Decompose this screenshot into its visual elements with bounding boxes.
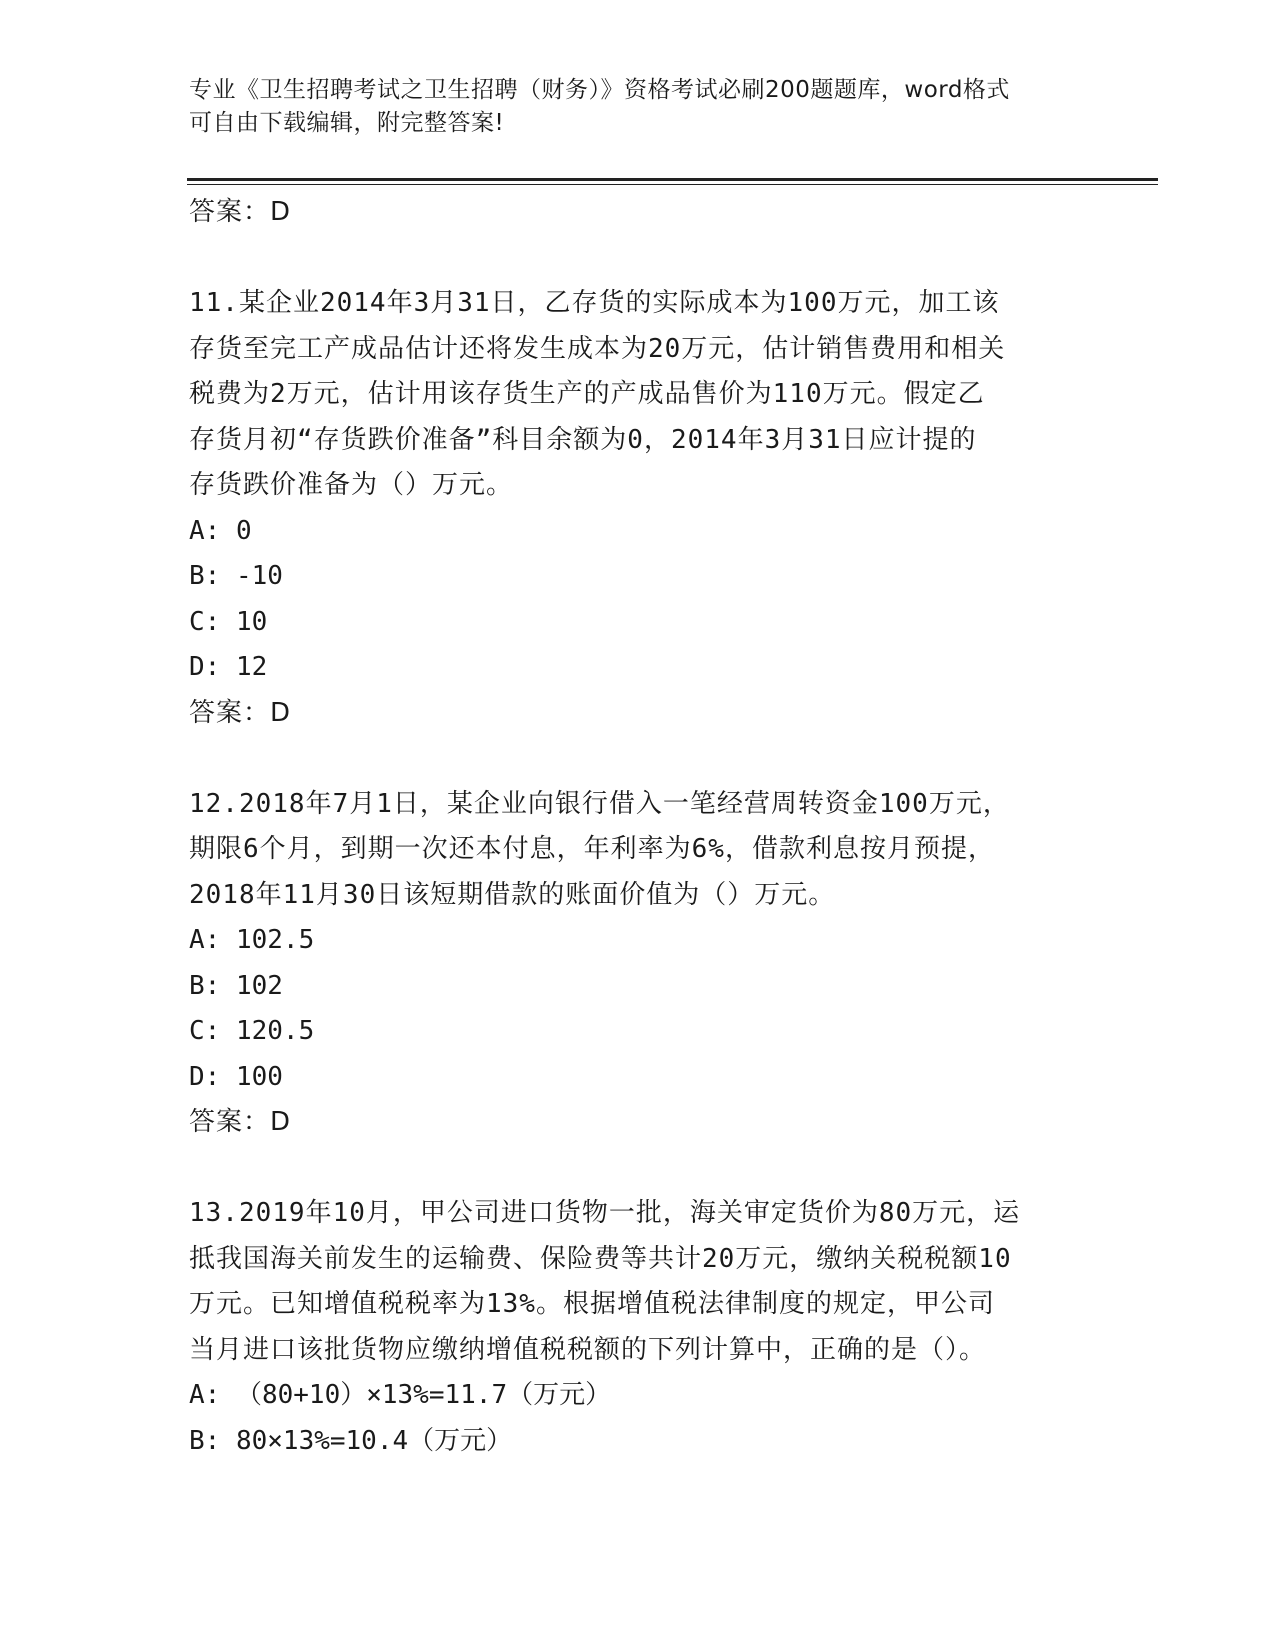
option-a: A: 0 <box>189 515 252 546</box>
question-11 <box>189 281 1089 736</box>
option-b: B: 102 <box>189 970 283 1001</box>
question-content <box>189 190 1089 1464</box>
question-text-line: 税费为2万元，估计用该存货生产的产成品售价为110万元。假定乙 <box>189 379 985 409</box>
option-d: D: 100 <box>189 1061 283 1092</box>
header-rule-thin <box>187 184 1158 185</box>
question-13 <box>189 1191 1089 1464</box>
option-c: C: 120.5 <box>189 1016 315 1046</box>
option-c: C: 10 <box>189 606 268 637</box>
option-b: B: -10 <box>189 561 283 591</box>
answer-line: 答案：D <box>189 1107 292 1137</box>
question-12 <box>189 782 1089 1146</box>
option-d: D: 12 <box>189 652 268 682</box>
spacer <box>189 736 1089 782</box>
question-text-line: 2018年11月30日该短期借款的账面价值为（）万元。 <box>189 879 836 910</box>
question-text-line: 12.2018年7月1日，某企业向银行借入一笔经营周转资金100万元， <box>189 788 1010 819</box>
spacer <box>189 1146 1089 1192</box>
question-text-line: 存货至完工产成品估计还将发生成本为20万元，估计销售费用和相关 <box>189 333 1006 364</box>
header-line-2: 可自由下载编辑，附完整答案! <box>189 110 505 136</box>
answer-line: 答案：D <box>189 697 292 728</box>
header-rule-thick <box>187 178 1158 181</box>
question-text-line: 13.2019年10月，甲公司进口货物一批，海关审定货价为80万元，运 <box>189 1198 1021 1228</box>
option-b: B: 80×13%=10.4（万元） <box>189 1425 513 1456</box>
option-a: A: （80+10）×13%=11.7（万元） <box>189 1380 612 1410</box>
spacer <box>189 236 1089 282</box>
question-text-line: 抵我国海关前发生的运输费、保险费等共计20万元，缴纳关税税额10 <box>189 1243 1012 1274</box>
header-line-1: 专业《卫生招聘考试之卫生招聘（财务）》资格考试必刷200题题库，word格式 <box>189 77 1010 103</box>
question-text-line: 当月进口该批货物应缴纳增值税税额的下列计算中，正确的是（）。 <box>189 1334 987 1365</box>
document-header <box>189 74 1069 140</box>
previous-answer: 答案：D <box>189 197 292 227</box>
question-text-line: 存货跌价准备为（）万元。 <box>189 470 514 500</box>
option-a: A: 102.5 <box>189 925 315 955</box>
question-text-line: 期限6个月，到期一次还本付息，年利率为6%，借款利息按月预提， <box>189 834 995 864</box>
question-text-line: 万元。已知增值税税率为13%。根据增值税法律制度的规定，甲公司 <box>189 1289 995 1319</box>
question-text-line: 存货月初“存货跌价准备”科目余额为0，2014年3月31日应计提的 <box>189 424 977 455</box>
question-text-line: 11.某企业2014年3月31日，乙存货的实际成本为100万元，加工该 <box>189 288 1000 318</box>
